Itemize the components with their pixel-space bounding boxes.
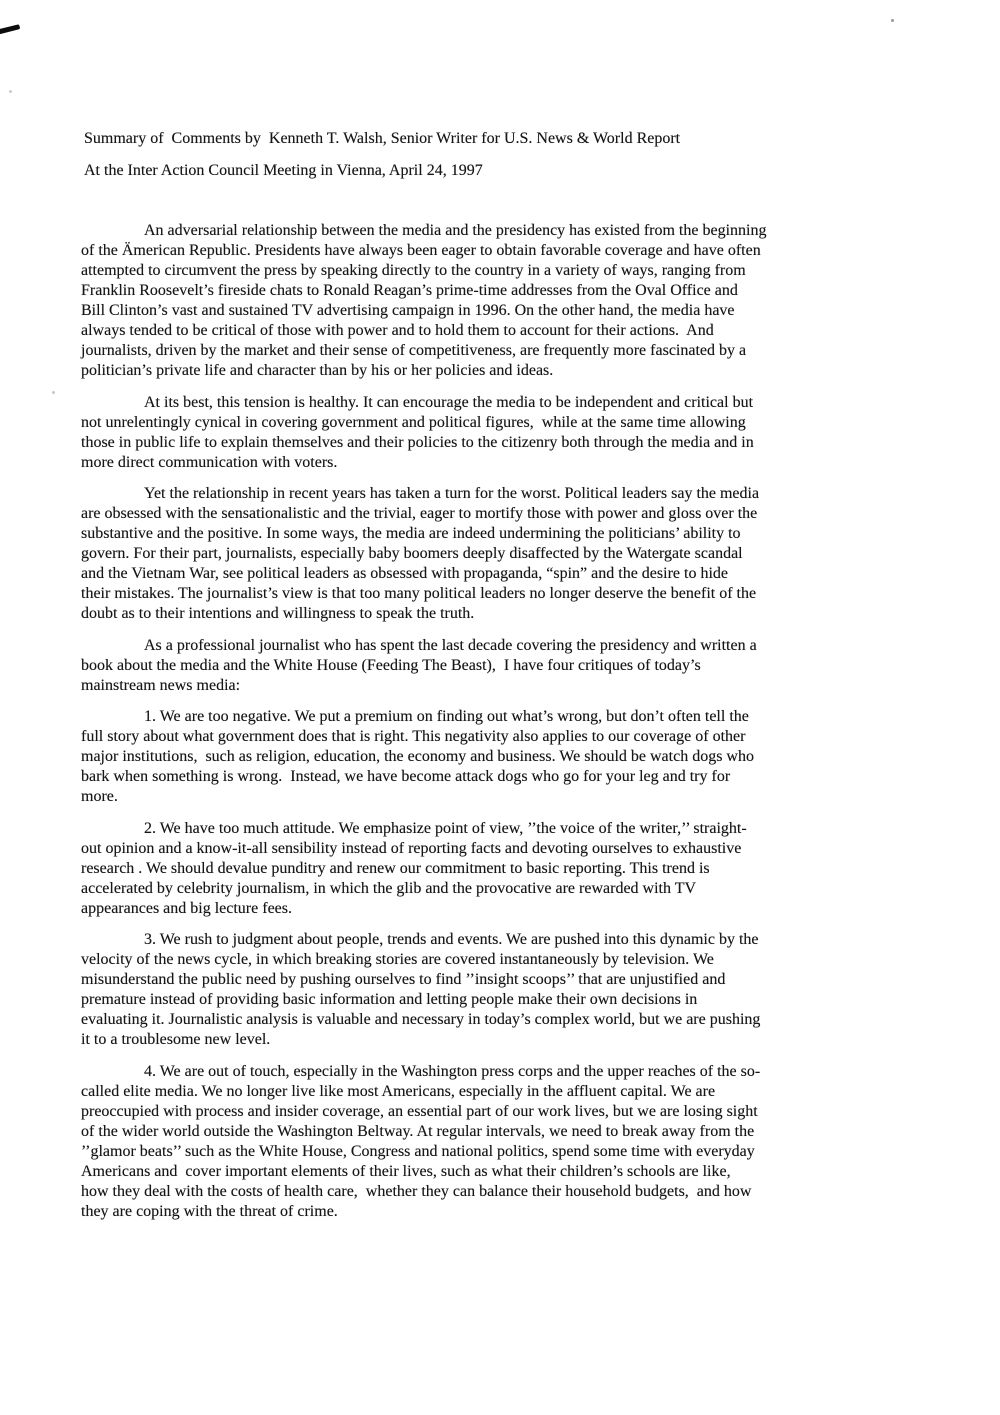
- text-line: substantive and the positive. In some ways, the media are indeed undermining the politicians’ ability to: [81, 525, 741, 542]
- text-line: their mistakes. The journalist’s view is that too many political leaders no longer deserve the benefit of the: [81, 585, 757, 602]
- text-line: Yet the relationship in recent years has taken a turn for the worst. Political leaders say the media: [144, 485, 760, 502]
- text-line: more direct communication with voters.: [81, 453, 338, 471]
- text-line: attempted to circumvent the press by speaking directly to the country in a variety of ways, ranging from: [81, 262, 746, 279]
- text-line: Americans and cover important elements of their lives, such as what their children’s schools are like,: [81, 1162, 731, 1180]
- paragraph: [81, 636, 941, 696]
- text-line: 1. We are too negative. We put a premium on finding out what’s wrong, but don’t often tell the: [144, 708, 749, 725]
- document-title-line: Summary of Comments by Kenneth T. Walsh, Senior Writer for U.S. News & World Report: [84, 130, 681, 147]
- text-line: 2. We have too much attitude. We emphasize point of view, ’’the voice of the writer,’’ straight-: [144, 819, 747, 837]
- pen-stroke-mark: [0, 24, 20, 35]
- paragraph: [81, 707, 941, 807]
- paragraph: [81, 484, 941, 624]
- document-body: [81, 221, 941, 1222]
- text-line: they are coping with the threat of crime.: [81, 1202, 338, 1220]
- text-line: and the Vietnam War, see political leaders as obsessed with propaganda, “spin” and the desire to hide: [81, 565, 728, 582]
- text-line: 3. We rush to judgment about people, trends and events. We are pushed into this dynamic by the: [144, 931, 759, 948]
- text-line: appearances and big lecture fees.: [81, 899, 292, 917]
- paragraph: [81, 819, 941, 919]
- text-line: Franklin Roosevelt’s fireside chats to Ronald Reagan’s prime-time addresses from the Oval Office and: [81, 282, 738, 299]
- text-line: doubt as to their intentions and willingness to speak the truth.: [81, 605, 475, 622]
- text-line: book about the media and the White House (Feeding The Beast), I have four critiques of today’s: [81, 656, 701, 674]
- text-line: of the wider world outside the Washington Beltway. At regular intervals, we need to break away from the: [81, 1122, 755, 1140]
- text-line: out opinion and a know-it-all sensibility instead of reporting facts and devoting ourselves to exhaustive: [81, 839, 742, 857]
- text-line: Bill Clinton’s vast and sustained TV advertising campaign in 1996. On the other hand, the media have: [81, 302, 735, 319]
- document-header: [84, 129, 680, 181]
- paragraph: [81, 393, 941, 473]
- text-line: called elite media. We no longer live like most Americans, especially in the affluent capital. We are: [81, 1082, 716, 1100]
- text-line: As a professional journalist who has spent the last decade covering the presidency and written a: [144, 636, 757, 654]
- text-line: An adversarial relationship between the media and the presidency has existed from the beginning: [144, 222, 767, 239]
- text-line: politician’s private life and character than by his or her policies and ideas.: [81, 362, 554, 379]
- paragraph: [81, 930, 941, 1050]
- text-line: not unrelentingly cynical in covering government and political figures, while at the same time allowing: [81, 413, 746, 431]
- text-line: it to a troublesome new level.: [81, 1031, 271, 1048]
- document-subtitle-line: At the Inter Action Council Meeting in Vienna, April 24, 1997: [84, 162, 483, 179]
- text-line: At its best, this tension is healthy. It can encourage the media to be independent and critical but: [144, 393, 754, 411]
- text-line: major institutions, such as religion, education, the economy and business. We should be watch dogs who: [81, 748, 754, 765]
- text-line: those in public life to explain themselves and their policies to the citizenry both through the media and in: [81, 433, 754, 451]
- text-line: govern. For their part, journalists, especially baby boomers deeply disaffected by the Watergate scandal: [81, 545, 743, 562]
- text-line: always tended to be critical of those with power and to hold them to account for their actions. And: [81, 322, 714, 339]
- text-line: journalists, driven by the market and their sense of competitiveness, are frequently more fascinated by a: [81, 342, 747, 359]
- paragraph: [81, 1062, 941, 1222]
- text-line: velocity of the news cycle, in which breaking stories are covered instantaneously by television. We: [81, 951, 714, 968]
- text-line: accelerated by celebrity journalism, in which the glib and the provocative are rewarded with TV: [81, 879, 697, 897]
- text-line: misunderstand the public need by pushing ourselves to find ’’insight scoops’’ that are unjustified and: [81, 971, 726, 988]
- scan-speck: [52, 391, 55, 394]
- text-line: full story about what government does that is right. This negativity also applies to our coverage of other: [81, 728, 746, 745]
- text-line: more.: [81, 788, 118, 805]
- text-line: how they deal with the costs of health care, whether they can balance their household budgets, and how: [81, 1182, 752, 1200]
- text-line: bark when something is wrong. Instead, we have become attack dogs who go for your leg and try for: [81, 768, 731, 785]
- text-line: research . We should devalue punditry and renew our commitment to basic reporting. This trend is: [81, 859, 710, 877]
- text-line: of the Ämerican Republic. Presidents have always been eager to obtain favorable coverage and have often: [81, 242, 761, 259]
- text-line: premature instead of providing basic information and letting people make their own decisions in: [81, 991, 698, 1008]
- text-line: are obsessed with the sensationalistic and the trivial, eager to mortify those with power and gloss over the: [81, 505, 758, 522]
- text-line: evaluating it. Journalistic analysis is valuable and necessary in today’s complex world, but we are pushing: [81, 1011, 761, 1028]
- text-line: mainstream news media:: [81, 676, 241, 694]
- text-line: preoccupied with process and insider coverage, an essential part of our work lives, but we are losing sight: [81, 1102, 758, 1120]
- paragraph: [81, 221, 941, 381]
- text-line: ’’glamor beats’’ such as the White House, Congress and national politics, spend some time with everyday: [81, 1142, 755, 1160]
- scan-speck: [9, 90, 12, 93]
- scan-speck: [891, 19, 894, 22]
- text-line: 4. We are out of touch, especially in the Washington press corps and the upper reaches of the so-: [144, 1062, 761, 1080]
